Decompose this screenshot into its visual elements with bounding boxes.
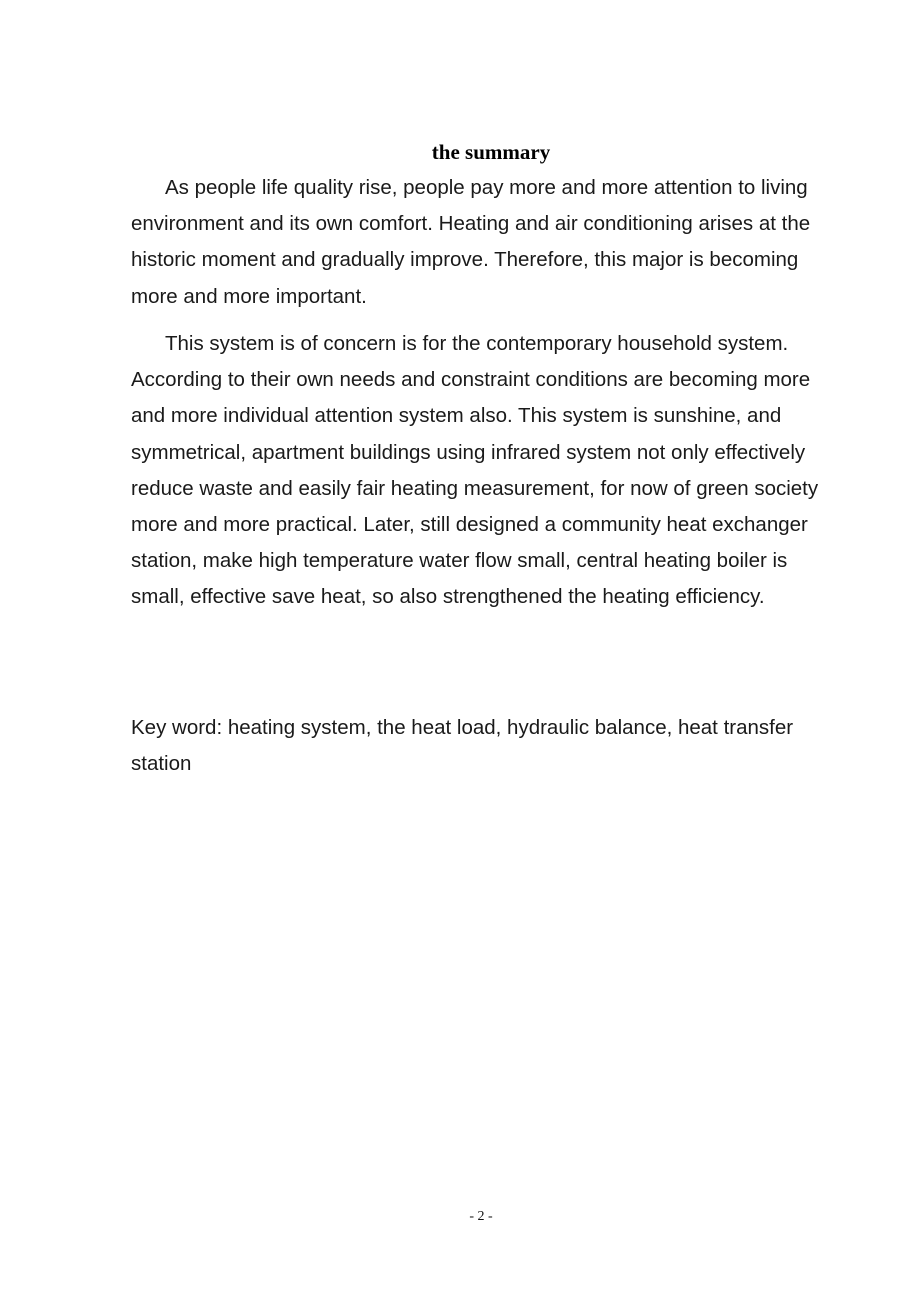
summary-paragraph-2: This system is of concern is for the contemporary household system. According to their own needs and constraint conditions are becoming more and more individual attention system also. This system is sunshine, and symmetrical, apartment buildings using infrared system not only effectively reduce waste and easily fair heating measurement, for now of green society more and more practical. Later, still designed a community heat exchanger station, make high temperature water flow small, central heating boiler is small, effective save heat, so also strengthened the heating efficiency. [131, 332, 819, 609]
page-title: the summary [431, 140, 551, 164]
summary-paragraph-1: As people life quality rise, people pay more and more attention to living environment and its own comfort. Heating and air conditioning arises at the historic moment and gradually improve. Therefore, this major is becoming more and more important. [131, 176, 811, 308]
page-number: - 2 - [469, 1209, 493, 1224]
keywords-line: Key word: heating system, the heat load, hydraulic balance, heat transfer station [131, 716, 794, 776]
